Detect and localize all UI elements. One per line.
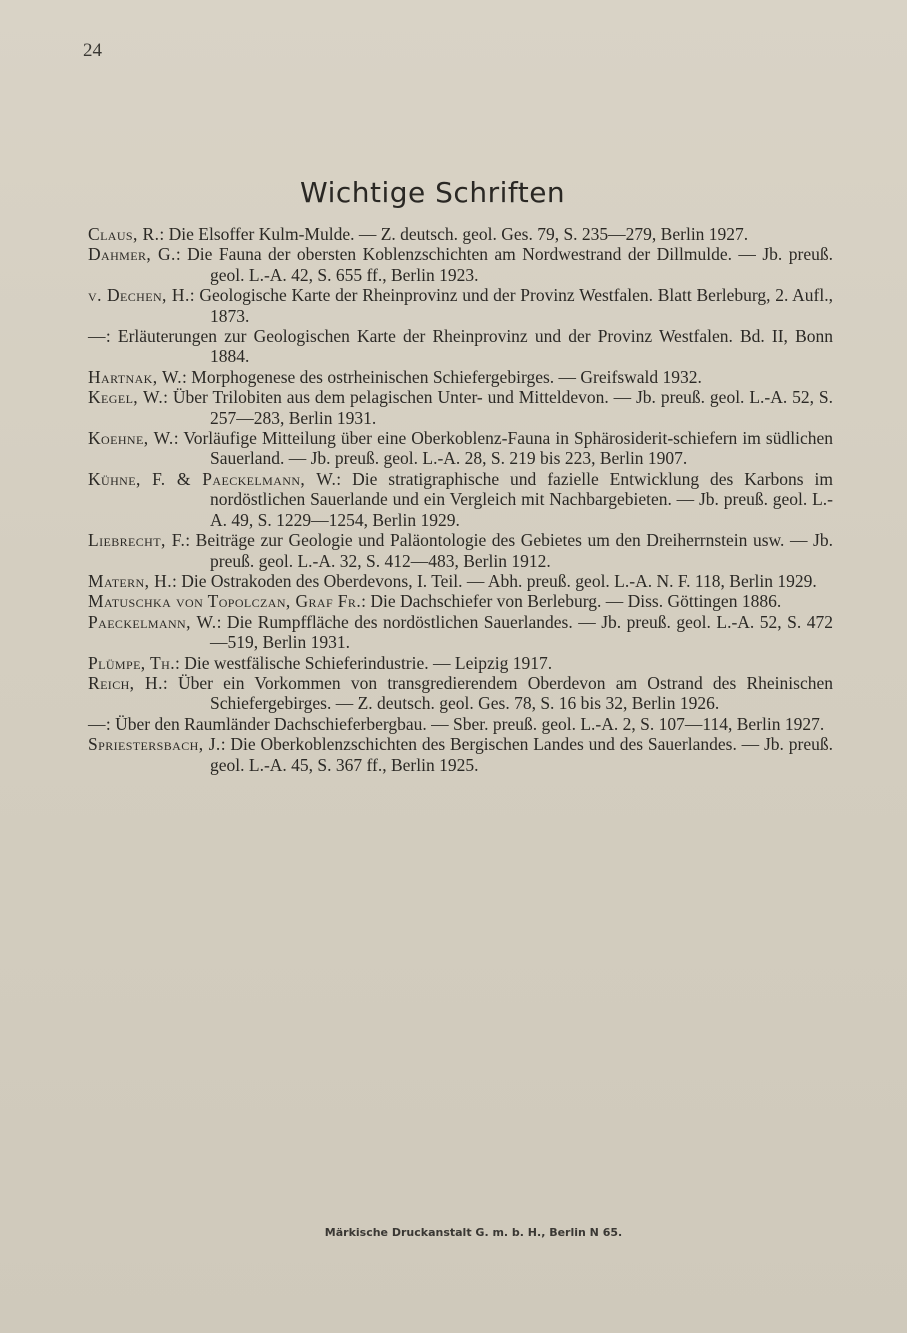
reference-entry <box>88 530 833 571</box>
reference-author: Hartnak, W. <box>88 366 183 387</box>
reference-text: : Geologische Karte der Rheinprovinz und der Provinz Westfalen. Blatt Berleburg, 2. Aufl., 1873. <box>189 285 833 326</box>
reference-text: : Über den Raumländer Dachschieferbergbau. — Sber. preuß. geol. L.-A. 2, S. 107—114, Berlin 1927. <box>105 713 825 734</box>
reference-list <box>88 224 833 775</box>
reference-entry <box>88 714 833 734</box>
reference-author: Paeckelmann, W. <box>88 611 217 632</box>
reference-author: Kegel, W. <box>88 387 164 408</box>
reference-author: Matuschka von Topolczan, Graf Fr. <box>88 591 362 612</box>
reference-text: : Über Trilobiten aus dem pelagischen Unter- und Mitteldevon. — Jb. preuß. geol. L.-A. 52, S. 257—283, Berlin 1931. <box>163 387 833 428</box>
reference-entry <box>88 244 833 285</box>
reference-entry <box>88 469 833 530</box>
reference-entry <box>88 428 833 469</box>
reference-text: : Die Oberkoblenzschichten des Bergischen Landes und des Sauerlandes. — Jb. preuß. geol. L.-A. 45, S. 367 ff., Berlin 1925. <box>210 734 833 775</box>
reference-entry <box>88 571 833 591</box>
reference-text: : Die Rumpffläche des nordöstlichen Sauerlandes. — Jb. preuß. geol. L.-A. 52, S. 472—519, Berlin 1931. <box>210 611 833 653</box>
reference-entry <box>88 734 833 775</box>
reference-text: : Die Ostrakoden des Oberdevons, I. Teil. — Abh. preuß. geol. L.-A. N. F. 118, Berlin 1929. <box>172 570 817 591</box>
reference-text: : Erläuterungen zur Geologischen Karte der Rheinprovinz und der Provinz Westfalen. Bd. II, Bonn 1884. <box>105 326 833 367</box>
reference-text: : Die Dachschiefer von Berleburg. — Diss. Göttingen 1886. <box>361 591 782 612</box>
reference-text: : Beiträge zur Geologie und Paläontologie des Gebietes um den Dreiherrnstein usw. — Jb. preuß. geol. L.-A. 32, S. 412—483, Berlin 1912. <box>185 530 833 571</box>
reference-author: Dahmer, G. <box>88 244 176 265</box>
reference-entry <box>88 591 833 611</box>
reference-text: : Die stratigraphische und fazielle Entwicklung des Karbons im nordöstlichen Sauerlande und ein Vergleich mit Nachbargebieten. — Jb. preuß. geol. L.-A. 49, S. 1229—1254, Berlin 1929. <box>210 468 833 530</box>
reference-author: Koehne, W. <box>88 428 174 449</box>
reference-author: — <box>88 713 106 734</box>
reference-text: : Die westfälische Schieferindustrie. — Leipzig 1917. <box>174 652 553 673</box>
reference-author: — <box>88 326 106 347</box>
reference-entry <box>88 673 833 714</box>
reference-text: : Die Elsoffer Kulm-Mulde. — Z. deutsch. geol. Ges. 79, S. 235—279, Berlin 1927. <box>159 224 749 244</box>
reference-text: : Über ein Vorkommen von transgredierendem Oberdevon am Ostrand des Rheinischen Schiefergebirges. — Z. deutsch. geol. Ges. 78, S. 16 bis 32, Berlin 1926. <box>162 672 833 714</box>
reference-entry <box>88 285 833 326</box>
reference-entry <box>88 387 833 428</box>
reference-author: Reich, H. <box>88 672 163 693</box>
reference-author: Liebrecht, F. <box>88 530 186 551</box>
reference-entry <box>88 224 833 244</box>
reference-entry <box>88 612 833 653</box>
reference-author: Matern, H. <box>88 570 172 591</box>
reference-entry <box>88 367 833 387</box>
page-number: 24 <box>83 40 102 61</box>
reference-entry <box>88 326 833 367</box>
reference-text: : Morphogenese des ostrheinischen Schiefergebirges. — Greifswald 1932. <box>182 366 702 387</box>
printer-imprint: Märkische Druckanstalt G. m. b. H., Berlin N 65. <box>324 1226 623 1239</box>
reference-author: Claus, R. <box>88 224 160 244</box>
reference-text: : Die Fauna der obersten Koblenzschichten am Nordwestrand der Dillmulde. — Jb. preuß. geol. L.-A. 42, S. 655 ff., Berlin 1923. <box>175 244 833 285</box>
reference-text: : Vorläufige Mitteilung über eine Oberkoblenz-Fauna in Sphärosiderit-schiefern im südlichen Sauerland. — Jb. preuß. geol. L.-A. 28, S. 219 bis 223, Berlin 1907. <box>173 428 833 469</box>
reference-author: v. Dechen, H. <box>88 285 190 306</box>
section-heading: Wichtige Schriften <box>300 176 566 209</box>
reference-entry <box>88 653 833 673</box>
reference-author: Plümpe, Th. <box>88 652 175 673</box>
reference-author: Kühne, F. & Paeckelmann, W. <box>88 468 337 489</box>
reference-author: Spriestersbach, J. <box>88 734 221 755</box>
